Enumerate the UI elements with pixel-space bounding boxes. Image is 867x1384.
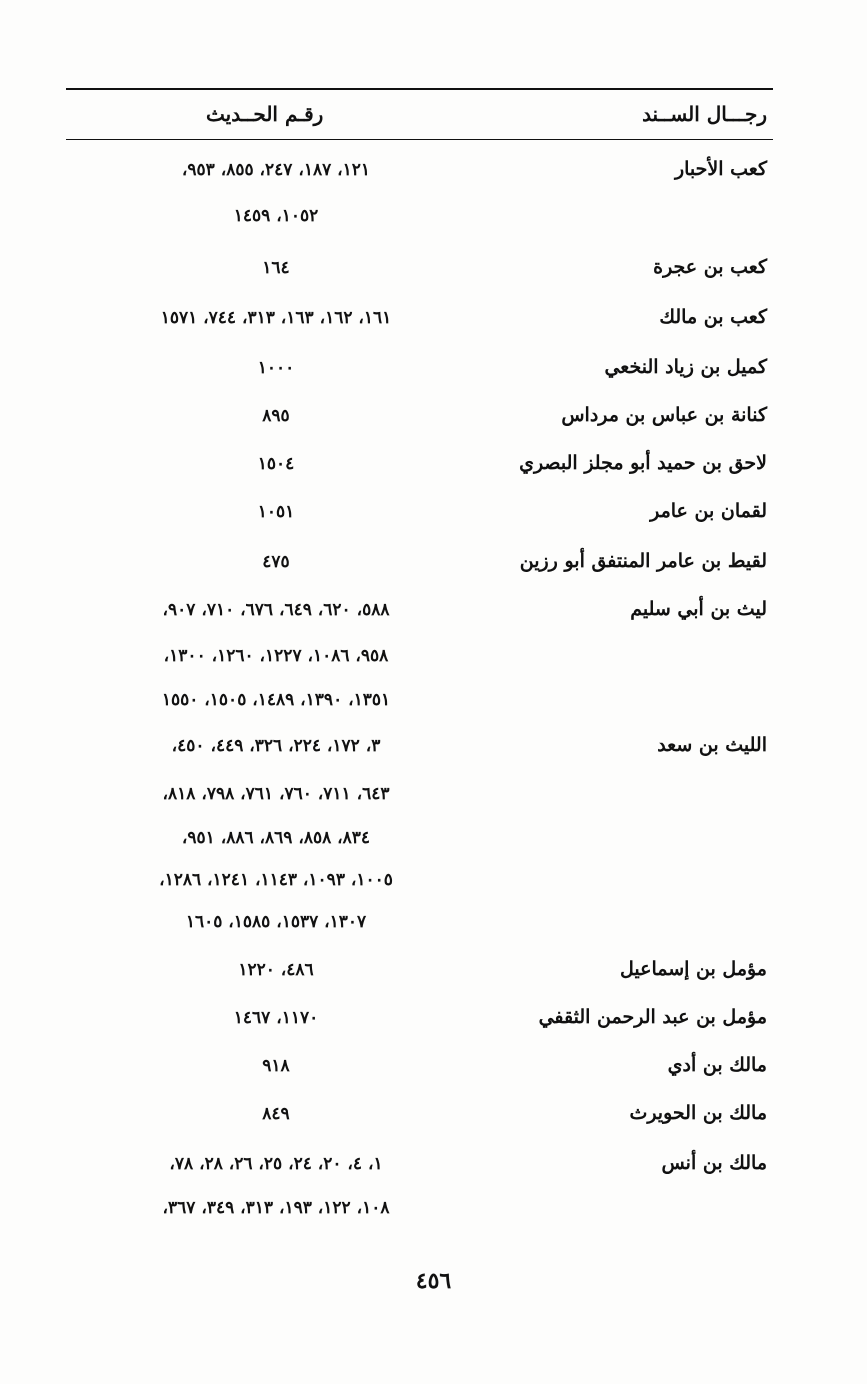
page-number: ٤٥٦ [415, 1268, 452, 1294]
hadith-numbers: ٦٤٣، ٧١١، ٧٦٠، ٧٦١، ٧٩٨، ٨١٨، [162, 784, 390, 804]
hadith-numbers: ١٦٤ [262, 258, 290, 278]
hadith-numbers: ١٥٠٤ [257, 454, 295, 474]
narrator-name: مؤمل بن عبد الرحمن الثقفي [538, 1006, 767, 1028]
hadith-numbers: ١٠٠٠ [257, 358, 295, 378]
hadith-numbers: ٨٩٥ [262, 406, 290, 426]
index-row-line [66, 500, 773, 536]
index-row-line [66, 1196, 773, 1232]
index-row-line [66, 1152, 773, 1188]
index-row-line [66, 644, 773, 680]
index-row-line [66, 826, 773, 862]
index-row-line [66, 1102, 773, 1138]
index-row-line [66, 452, 773, 488]
hadith-numbers: ٥٨٨، ٦٢٠، ٦٤٩، ٦٧٦، ٧١٠، ٩٠٧، [162, 600, 390, 620]
narrator-name: كعب بن عجرة [653, 256, 767, 278]
hadith-numbers: ٨٤٩ [262, 1104, 290, 1124]
top-rule [66, 88, 773, 90]
narrator-name: مالك بن أنس [661, 1152, 767, 1174]
narrator-name: كميل بن زياد النخعي [604, 356, 767, 378]
hadith-numbers: ٩١٨ [262, 1056, 290, 1076]
index-row-line [66, 598, 773, 634]
narrator-name: ليث بن أبي سليم [630, 598, 767, 620]
index-row-line [66, 306, 773, 342]
narrator-name: كنانة بن عباس بن مرداس [561, 404, 767, 426]
hadith-numbers: ١١٧٠، ١٤٦٧ [233, 1008, 319, 1028]
hadith-numbers: ١٠٨، ١٢٢، ١٩٣، ٣١٣، ٣٤٩، ٣٦٧، [162, 1198, 390, 1218]
hadith-numbers: ١٠٠٥، ١٠٩٣، ١١٤٣، ١٢٤١، ١٢٨٦، [159, 870, 393, 890]
index-row-line [66, 204, 773, 240]
index-row-line [66, 550, 773, 586]
index-row-line [66, 1006, 773, 1042]
hadith-numbers: ٩٥٨، ١٠٨٦، ١٢٢٧، ١٢٦٠، ١٣٠٠، [163, 646, 389, 666]
hadith-numbers: ١، ٤، ٢٠، ٢٤، ٢٥، ٢٦، ٢٨، ٧٨، [169, 1154, 383, 1174]
hadith-numbers: ٤٧٥ [262, 552, 290, 572]
narrator-name: الليث بن سعد [657, 734, 767, 756]
narrator-name: لاحق بن حميد أبو مجلز البصري [519, 452, 767, 474]
narrator-name: كعب الأحبار [674, 158, 767, 180]
hadith-numbers: ٨٣٤، ٨٥٨، ٨٦٩، ٨٨٦، ٩٥١، [181, 828, 371, 848]
narrator-name: كعب بن مالك [659, 306, 767, 328]
hadith-numbers: ١٢١، ١٨٧، ٢٤٧، ٨٥٥، ٩٥٣، [181, 160, 371, 180]
hadith-numbers: ١٣٥١، ١٣٩٠، ١٤٨٩، ١٥٠٥، ١٥٥٠ [161, 690, 391, 710]
hadith-numbers: ١٣٠٧، ١٥٣٧، ١٥٨٥، ١٦٠٥ [185, 912, 367, 932]
index-row-line [66, 688, 773, 724]
index-row-line [66, 256, 773, 292]
hadith-numbers: ٣، ١٧٢، ٢٢٤، ٣٢٦، ٤٤٩، ٤٥٠، [171, 736, 381, 756]
index-row-line [66, 958, 773, 994]
index-row-line [66, 356, 773, 392]
index-row-line [66, 734, 773, 770]
hadith-numbers: ١٦١، ١٦٢، ١٦٣، ٣١٣، ٧٤٤، ١٥٧١ [160, 308, 392, 328]
index-row-line [66, 1054, 773, 1090]
table-header [66, 100, 773, 132]
narrators-column-header: رجـــال الســند [642, 102, 767, 126]
index-row-line [66, 910, 773, 946]
narrator-name: لقمان بن عامر [650, 500, 767, 522]
hadith-numbers: ٤٨٦، ١٢٢٠ [238, 960, 314, 980]
narrator-name: مؤمل بن إسماعيل [620, 958, 767, 980]
index-row-line [66, 404, 773, 440]
header-rule [66, 139, 773, 140]
narrator-name: لقيط بن عامر المنتفق أبو رزين [519, 550, 767, 572]
narrator-name: مالك بن الحويرث [629, 1102, 767, 1124]
hadith-number-column-header: رقـم الحــديث [206, 102, 324, 126]
hadith-numbers: ١٠٥٢، ١٤٥٩ [233, 206, 319, 226]
index-row-line [66, 782, 773, 818]
narrator-name: مالك بن أدي [667, 1054, 767, 1076]
index-row-line [66, 868, 773, 904]
hadith-numbers: ١٠٥١ [257, 502, 295, 522]
index-row-line [66, 158, 773, 194]
